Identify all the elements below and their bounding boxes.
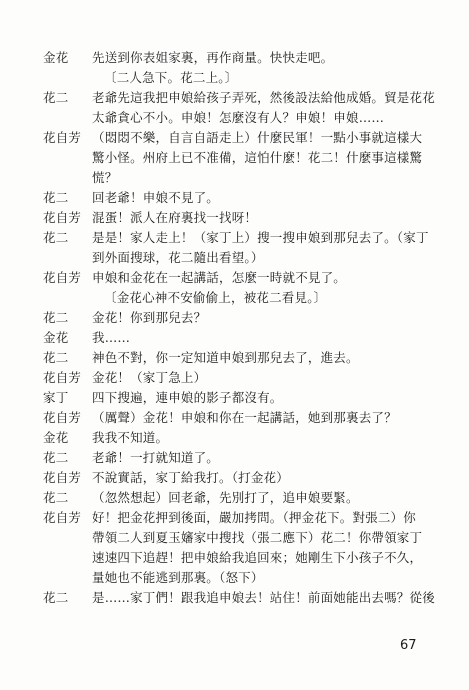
script-line: [0, 208, 469, 228]
page-number: 67: [400, 638, 417, 653]
dialogue-text: （忽然想起）回老爺，先別打了，追申娘要緊。: [92, 490, 359, 505]
dialogue-text: 我……: [92, 330, 131, 345]
speaker-name: 金花: [43, 430, 69, 445]
script-line: [0, 108, 469, 128]
speaker-name: 花二: [43, 90, 69, 105]
script-line: [0, 508, 469, 528]
dialogue-text: 混蛋！派人在府裏找一找呀！: [92, 210, 258, 225]
speaker-name: 花自芳: [43, 210, 82, 225]
script-line: [0, 588, 469, 608]
script-line: [0, 128, 469, 148]
dialogue-text: 量她也不能逃到那裏。（怒下）: [92, 570, 264, 585]
script-line: [0, 68, 469, 88]
dialogue-text: 金花！你到那兒去？: [92, 310, 207, 325]
script-line: [0, 148, 469, 168]
dialogue-text: 我我不知道。: [92, 430, 169, 445]
speaker-name: 花二: [43, 590, 69, 605]
dialogue-text: 先送到你表姐家裏，再作商量。快快走吧。: [92, 50, 334, 65]
script-line: [0, 288, 469, 308]
speaker-name: 花自芳: [43, 470, 82, 485]
script-line: [0, 388, 469, 408]
dialogue-text: （悶悶不樂，自言自語走上）什麼民軍！一點小事就這樣大: [92, 130, 423, 145]
dialogue-text: 四下搜遍，連申娘的影子都沒有。: [92, 390, 283, 405]
dialogue-text: 慌？: [92, 170, 118, 185]
speaker-name: 花二: [43, 230, 69, 245]
speaker-name: 花二: [43, 450, 69, 465]
dialogue-text: 神色不對，你一定知道申娘到那兒去了，進去。: [92, 350, 359, 365]
dialogue-text: 是……家丁們！跟我追申娘去！站住！前面她能出去嗎？從後: [92, 590, 435, 605]
speaker-name: 花二: [43, 190, 69, 205]
dialogue-text: 太爺貪心不小。申娘！怎麼沒有人？申娘！申娘……: [92, 110, 385, 125]
script-line: [0, 228, 469, 248]
script-line: [0, 528, 469, 548]
script-line: [0, 468, 469, 488]
dialogue-text: 好！把金花押到後面，嚴加拷問。（押金花下。對張二）你: [92, 510, 416, 525]
speaker-name: 金花: [43, 50, 69, 65]
script-line: [0, 48, 469, 68]
script-line: [0, 408, 469, 428]
speaker-name: 花自芳: [43, 130, 82, 145]
script-text: [0, 48, 469, 608]
speaker-name: 金花: [43, 330, 69, 345]
dialogue-text: （厲聲）金花！申娘和你在一起講話，她到那裏去了？: [92, 410, 397, 425]
speaker-name: 花自芳: [43, 270, 82, 285]
script-line: [0, 548, 469, 568]
speaker-name: 花二: [43, 490, 69, 505]
dialogue-text: 申娘和金花在一起講話，怎麼一時就不見了。: [92, 270, 347, 285]
script-line: [0, 248, 469, 268]
speaker-name: 花自芳: [43, 410, 82, 425]
speaker-name: 家丁: [43, 390, 69, 405]
dialogue-text: 不說實話，家丁給我打。（打金花）: [92, 470, 289, 485]
script-line: [0, 488, 469, 508]
script-line: [0, 328, 469, 348]
speaker-name: 花二: [43, 350, 69, 365]
speaker-name: 花自芳: [43, 370, 82, 385]
script-line: [0, 568, 469, 588]
dialogue-text: 驚小怪。州府上已不准備，這怕什麼！花二！什麼事這樣驚: [92, 150, 423, 165]
dialogue-text: 速速四下追趕！把申娘給我追回來；她剛生下小孩子不久，: [92, 550, 423, 565]
stage-direction: 〔金花心神不安偷偷上，被花二看見。〕: [104, 290, 327, 305]
script-line: [0, 308, 469, 328]
script-line: [0, 88, 469, 108]
dialogue-text: 帶領二人到夏玉嬸家中搜找（張二應下）花二！你帶領家丁: [92, 530, 423, 545]
script-line: [0, 428, 469, 448]
dialogue-text: 回老爺！申娘不見了。: [92, 190, 220, 205]
dialogue-text: 到外面搜球，花二隨出看望。）: [92, 250, 264, 265]
script-line: [0, 268, 469, 288]
speaker-name: 花自芳: [43, 510, 82, 525]
speaker-name: 花二: [43, 310, 69, 325]
script-line: [0, 188, 469, 208]
script-line: [0, 348, 469, 368]
script-line: [0, 448, 469, 468]
dialogue-text: 老爺先這我把申娘給孩子弄死，然後設法給他成婚。貿是花花: [92, 90, 435, 105]
dialogue-text: 金花！（家丁急上）: [92, 370, 207, 385]
dialogue-text: 老爺！一打就知道了。: [92, 450, 220, 465]
dialogue-text: 是是！家人走上！（家丁上）搜一搜申娘到那兒去了。（家丁: [92, 230, 429, 245]
stage-direction: 〔二人急下。花二上。〕: [104, 70, 238, 85]
script-line: [0, 168, 469, 188]
script-line: [0, 368, 469, 388]
